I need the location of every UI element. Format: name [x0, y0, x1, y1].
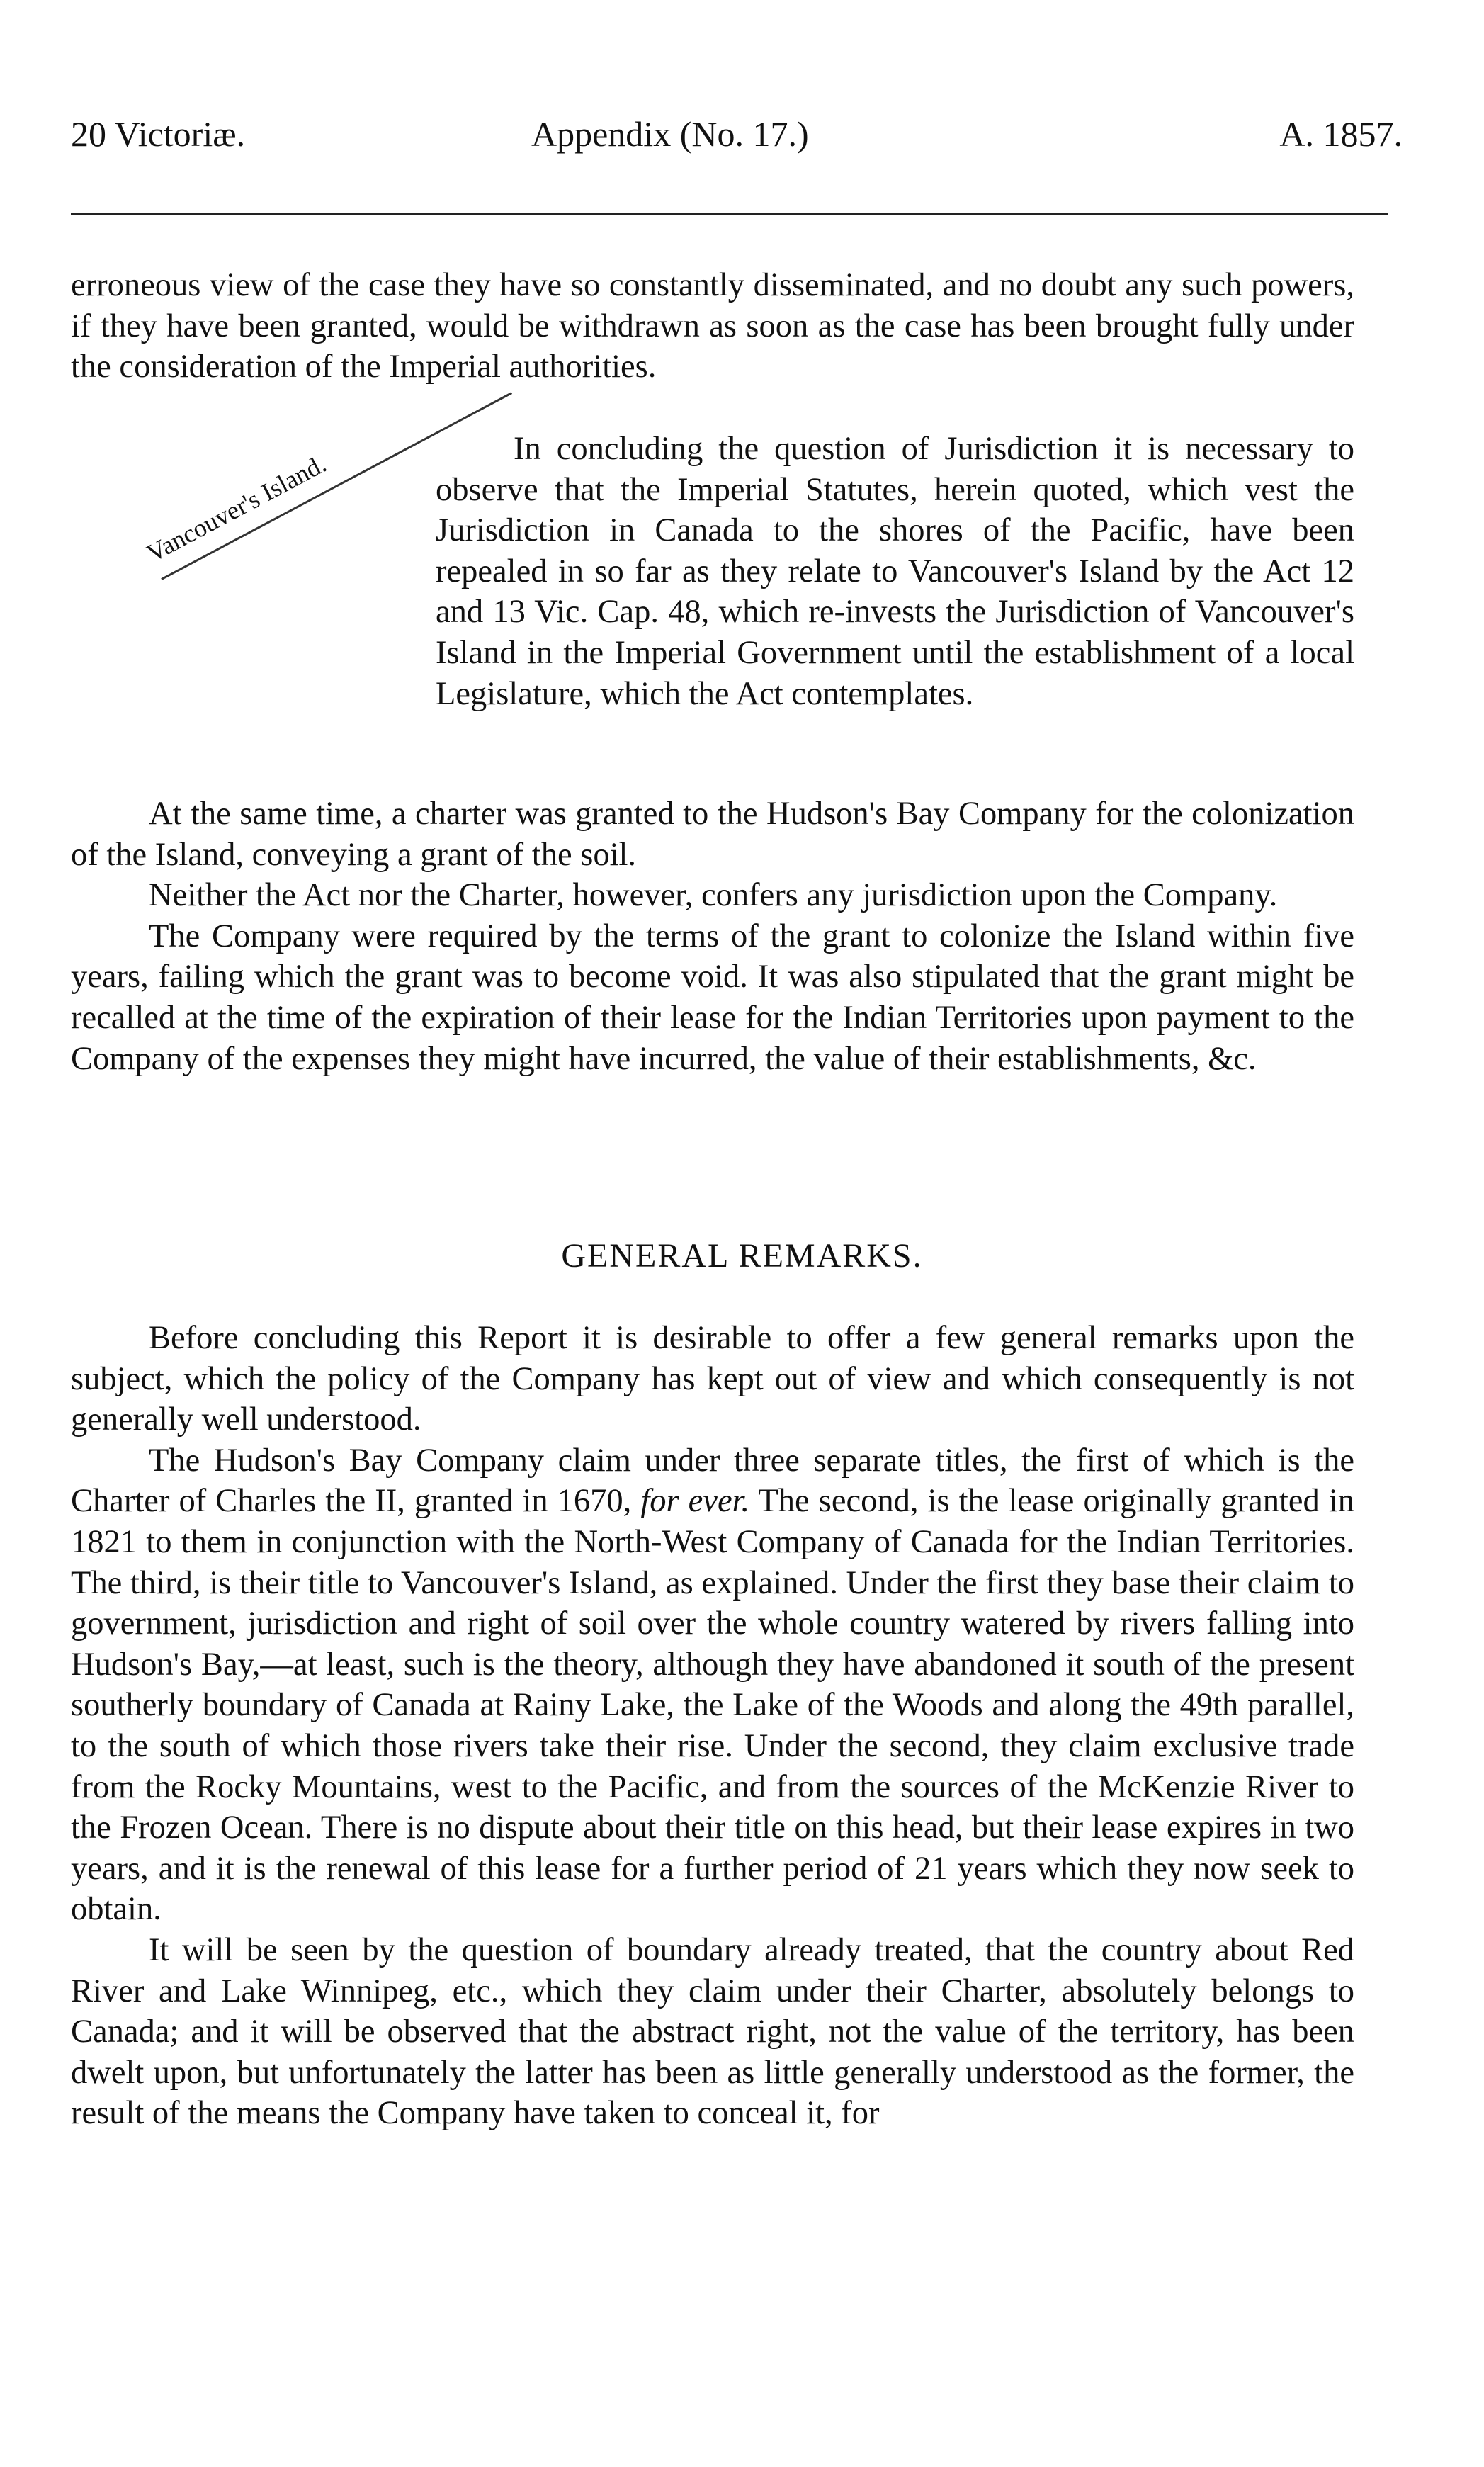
paragraph: It will be seen by the question of boundary already treated, that the country about Red River and Lake Winnipeg, etc., which they claim under their Charter, absolutely belongs to Canada; and it will be observed that the abstract right, not the value of the territory, has been dwelt upon, but unfortunately the latter has been as little generally understood as the former, the result of the means the Company have taken to conceal it, for: [71, 1931, 1354, 2132]
paragraph-text: The second, is the lease originally granted in 1821 to them in conjunction with the North-West Company of Canada for the Indian Territories. The third, is their title to Vancouver's Island, as explained. Under the first they base their claim to government, jurisdiction and right of soil over the whole country watered by rivers falling into Hudson's Bay,—at least, such is the theory, although they have abandoned it south of the present southerly boundary of Canada at Rainy Lake, the Lake of the Woods and along the 49th parallel, to the south of which those rivers take their rise. Under the second, they claim exclusive trade from the Rocky Mountains, west to the Pacific, and from the sources of the McKenzie River to the Frozen Ocean. There is no dispute about their title on this head, but their lease expires in two years, and it is the renewal of this lease for a further period of 21 years which they now seek to obtain.: [71, 1483, 1355, 1928]
side-paragraph: In concluding the question of Jurisdiction it is necessary to observe that the Imperial Statutes, herein quoted, which vest the Jurisdiction in Canada to the shores of the Pacific, have been repealed in so far as they relate to Vancouver's Island by the Act 12 and 13 Vic. Cap. 48, which re-invests the Jurisdiction of Vancouver's Island in the Imperial Government until the establishment of a local Legislature, which the Act contemplates.: [436, 431, 1354, 712]
header-center: Appendix (No. 17.): [531, 114, 809, 154]
paragraph: erroneous view of the case they have so constantly disseminated, and no doubt any such powers, if they have been granted, would be withdrawn as soon as the case has been brought fully under the consideration of the Imperial authorities.: [71, 267, 1354, 385]
paragraph-block-middle: [71, 794, 1354, 1079]
italic-text: for ever.: [640, 1483, 750, 1520]
marginal-section: [71, 429, 1354, 797]
paragraph-text: The Hudson's Bay Company claim under three separate titles, the first of which is the Charter of Charles the II, granted in 1670,: [71, 1442, 1354, 1520]
header-right: A. 1857.: [1279, 114, 1403, 154]
paragraph: [71, 1440, 1354, 1930]
marginal-note-text: Vancouver's Island.: [142, 449, 331, 568]
page-header: [71, 113, 1417, 170]
header-rule: [71, 213, 1388, 215]
paragraph: The Company were required by the terms of the grant to colonize the Island within five years, failing which the grant was to become void. It was also stipulated that the grant might be recalled at the time of the expiration of their lease for the Indian Territories upon payment to the Company of the expenses they might have incurred, the value of their establishments, &c.: [71, 918, 1354, 1077]
paragraph: Before concluding this Report it is desirable to offer a few general remarks upon the subject, which the policy of the Company has kept out of view and which consequently is not generally well understood.: [71, 1320, 1354, 1438]
header-left: 20 Victoriæ.: [71, 114, 246, 154]
paragraph: At the same time, a charter was granted to the Hudson's Bay Company for the colonization of the Island, conveying a grant of the soil.: [71, 796, 1354, 873]
paragraph-block-top: [71, 265, 1354, 388]
paragraph: Neither the Act nor the Charter, however, confers any jurisdiction upon the Company.: [149, 877, 1278, 914]
paragraph-block-bottom: [71, 1318, 1354, 2134]
side-paragraph-block: [436, 429, 1354, 714]
section-heading: GENERAL REMARKS.: [561, 1237, 923, 1275]
